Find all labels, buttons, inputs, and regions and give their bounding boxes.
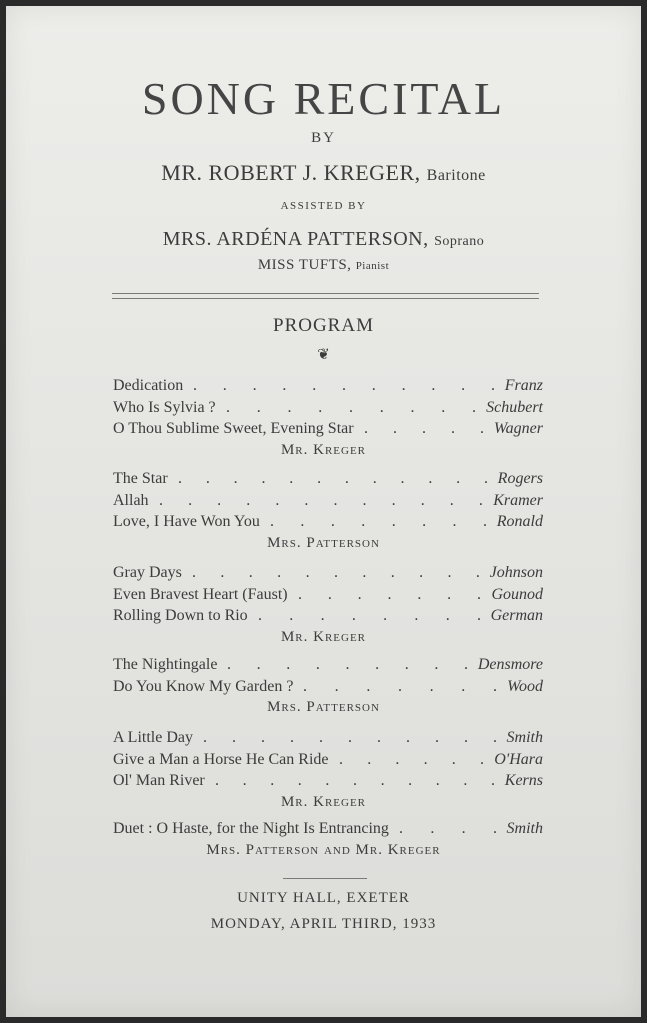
program-item [113,656,543,677]
song-title: Who Is Sylvia ? [113,398,216,416]
composer: Ronald [496,513,543,530]
leader-dots: . . . . . . . . . . . [203,729,497,746]
singer-name: Mr. Kreger [280,793,367,810]
leader-dots: . . . . . . . . [270,513,487,530]
singer-name: Mrs. Patterson and Mr. Kreger [206,841,441,858]
leader-dots: . . . . . . . [303,677,497,695]
program-item [113,513,543,534]
pianist-role: Pianist [355,260,390,272]
composer: German [490,607,543,624]
program-item [113,492,543,513]
program-item [113,751,543,772]
program-item [113,772,543,793]
leader-dots: . . . . . . . . . . . . [159,491,483,509]
main-performer-role: Baritone [426,167,486,184]
recital-title: SONG RECITAL [141,73,506,124]
singer-name: Mrs. Patterson [267,699,380,715]
program-item [113,586,543,607]
composer: Johnson [489,564,543,581]
composer: Gounod [491,585,543,603]
song-title: Give a Man a Horse He Can Ride [113,750,329,768]
program-item [113,564,543,585]
singer-credit [0,442,647,459]
composer: Franz [504,377,543,394]
song-title: O Thou Sublime Sweet, Evening Star [113,420,354,437]
program-item [113,399,543,420]
program-item [113,377,543,398]
program-item [113,470,543,491]
composer: Rogers [497,470,543,487]
leader-dots: . . . . . . . . . . . . [178,470,488,487]
composer: O'Hara [494,750,543,768]
assisting-performer-name: MRS. ARDÉNA PATTERSON, [162,228,429,250]
song-title: Rolling Down to Rio [113,607,248,624]
divider-bottom [112,298,539,299]
song-title: Gray Days [113,564,182,581]
composer: Wagner [493,420,543,437]
program-item [113,607,543,628]
main-performer [0,160,647,186]
singer-name: Mrs. Patterson [267,534,380,551]
program-item [113,678,543,699]
song-title: Duet : O Haste, for the Night Is Entrancing [113,820,389,837]
program-item [113,729,543,750]
composer: Kerns [504,772,543,789]
singer-name: Mr. Kreger [280,441,367,458]
singer-credit [0,629,647,646]
leader-dots: . . . . . . . . . [227,656,468,673]
leader-dots: . . . . . . . . . . . [193,377,495,394]
song-title: Allah [113,491,149,509]
leader-dots: . . . . [399,820,497,837]
leader-dots: . . . . . . . . [258,607,481,624]
assisting-performer-role: Soprano [434,234,485,249]
song-title: Even Bravest Heart (Faust) [113,585,288,603]
song-title: A Little Day [113,729,193,746]
program-heading: PROGRAM [273,315,374,336]
composer: Smith [506,820,543,837]
leader-dots: . . . . . [364,420,484,437]
singer-credit [0,794,647,811]
singer-name: Mr. Kreger [280,628,367,645]
song-title: Love, I Have Won You [113,513,260,530]
song-title: Ol' Man River [113,772,205,789]
composer: Kramer [493,491,543,509]
leader-dots: . . . . . . . . . . . [192,564,480,581]
main-performer-name: MR. ROBERT J. KREGER, [161,160,421,185]
by-line: BY [311,130,336,146]
pianist [0,257,647,274]
composer: Smith [506,729,543,746]
singer-credit [0,842,647,859]
composer: Densmore [477,656,543,673]
date: MONDAY, APRIL THIRD, 1933 [210,916,437,932]
song-title: The Nightingale [113,656,218,673]
divider-top [112,293,539,294]
composer: Schubert [486,398,543,416]
leader-dots: . . . . . . . [298,585,481,603]
singer-credit [0,699,647,716]
pianist-name: MISS TUFTS, [257,257,352,273]
program-item [113,820,543,841]
singer-credit [0,535,647,552]
leaf-ornament-icon: ❦ [317,347,330,363]
leader-dots: . . . . . . . . . . . [215,772,495,789]
song-title: The Star [113,470,168,487]
assisting-performer [0,228,647,251]
composer: Wood [507,677,543,695]
leader-dots: . . . . . . [339,750,484,768]
assisted-by: ASSISTED BY [280,200,367,212]
leader-dots: . . . . . . . . . [226,398,476,416]
program-item [113,420,543,441]
song-title: Dedication [113,377,184,394]
song-title: Do You Know My Garden ? [113,677,294,695]
venue: UNITY HALL, EXETER [237,890,410,906]
short-divider [283,878,367,879]
